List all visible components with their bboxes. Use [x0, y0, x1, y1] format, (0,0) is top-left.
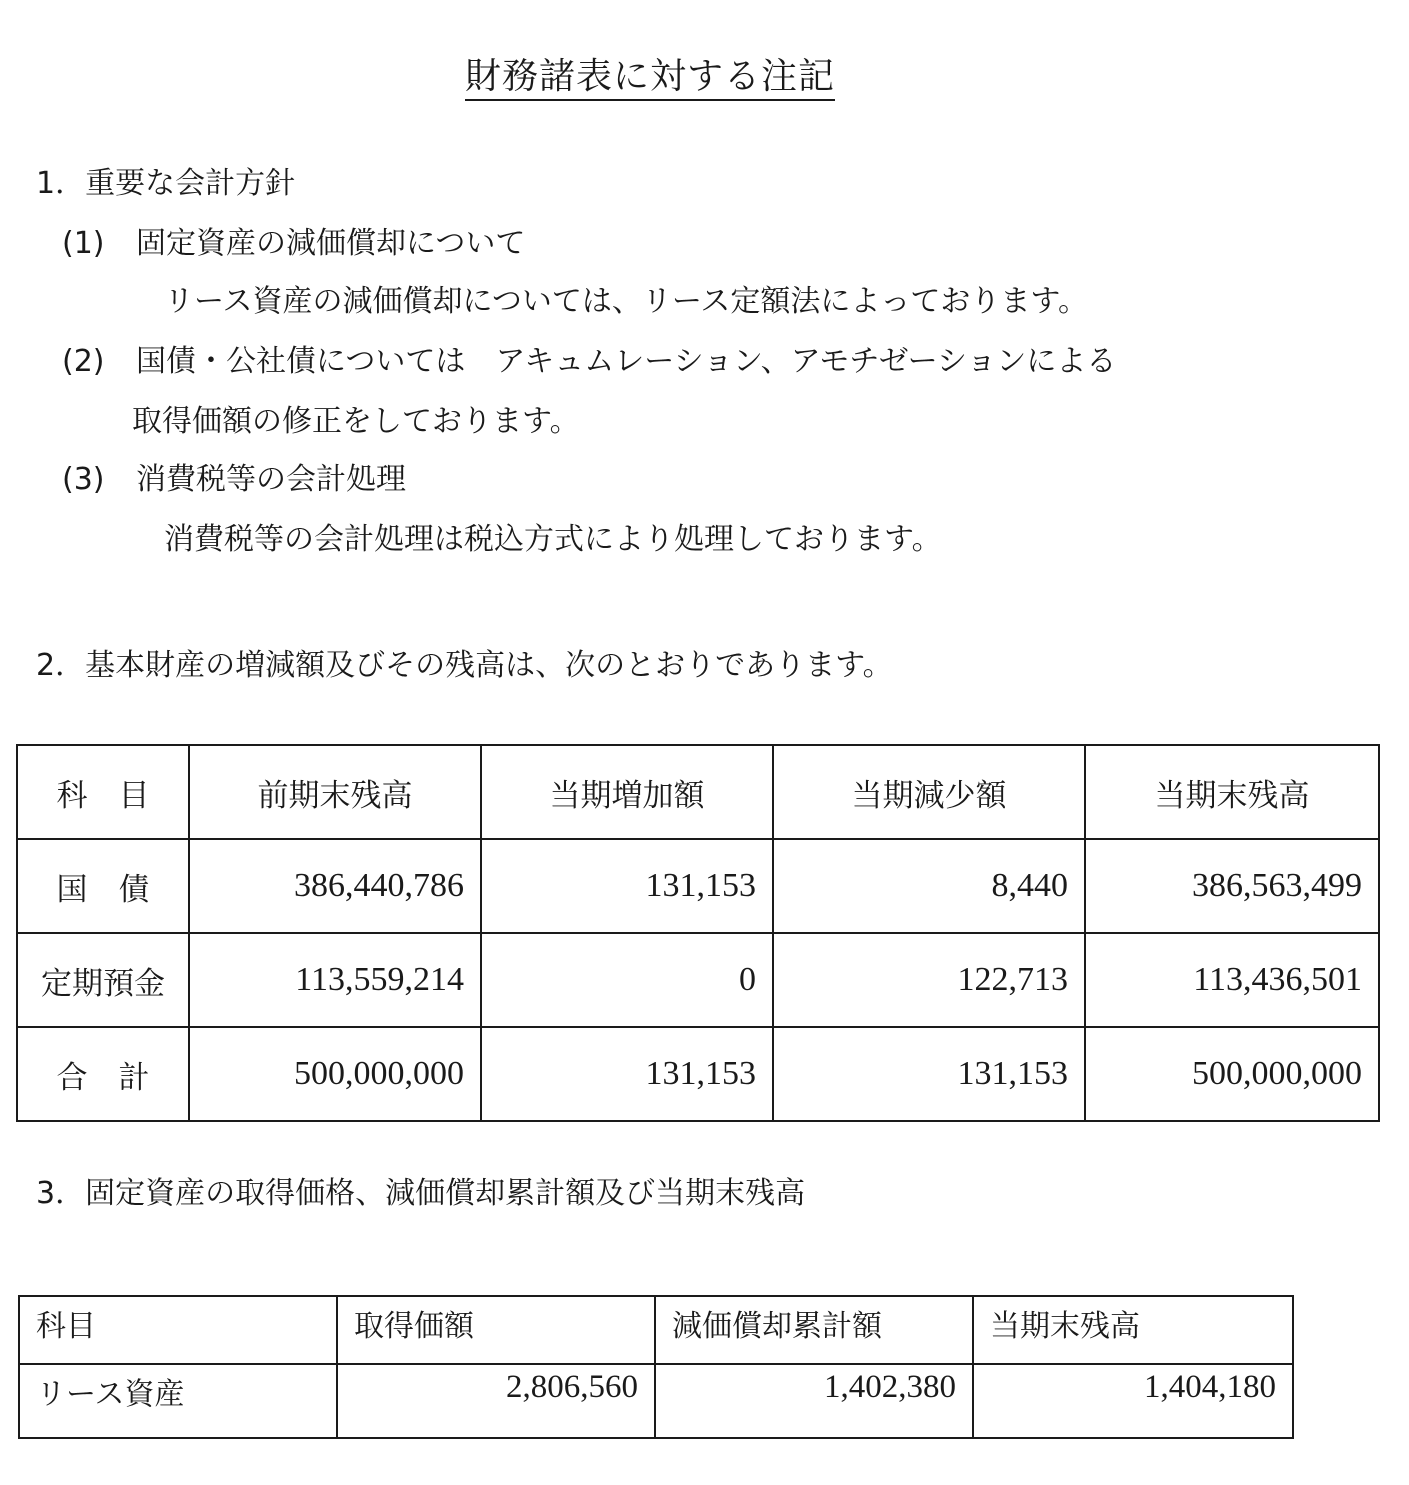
- table-cell: 131,153: [481, 839, 773, 933]
- column-header-acquisition-cost: 取得価額: [337, 1296, 655, 1364]
- table-cell: 500,000,000: [189, 1027, 481, 1121]
- column-header-decrease: 当期減少額: [773, 745, 1085, 839]
- column-header-current-balance: 当期末残高: [973, 1296, 1293, 1364]
- section2-heading: 2．基本財産の増減額及びその残高は、次のとおりであります。: [36, 648, 893, 683]
- table-cell: 8,440: [773, 839, 1085, 933]
- document-title: [0, 48, 1300, 99]
- row-label: 合 計: [17, 1027, 189, 1121]
- row-label: 定期預金: [17, 933, 189, 1027]
- fixed-assets-table: [18, 1295, 1294, 1439]
- column-header-item: 科目: [19, 1296, 337, 1364]
- table-cell: 386,563,499: [1085, 839, 1379, 933]
- section1-item3-number: (3): [62, 462, 105, 497]
- section1-heading: 1．重要な会計方針: [36, 166, 296, 201]
- section1-item2-body: 取得価額の修正をしております。: [132, 404, 580, 439]
- table-row: [17, 933, 1379, 1027]
- section1-item1-number: (1): [62, 226, 105, 261]
- table-cell: 0: [481, 933, 773, 1027]
- endowment-table: [16, 744, 1380, 1122]
- column-header-accumulated-depreciation: 減価償却累計額: [655, 1296, 973, 1364]
- document-title-text: 財務諸表に対する注記: [465, 56, 835, 101]
- fixed-assets-table-header-row: [19, 1296, 1293, 1364]
- row-label: リース資産: [19, 1364, 337, 1438]
- table-row-total: [17, 1027, 1379, 1121]
- section1-item3-body: 消費税等の会計処理は税込方式により処理しております。: [164, 522, 942, 557]
- table-row: [19, 1364, 1293, 1438]
- endowment-table-header-row: [17, 745, 1379, 839]
- table-cell: 122,713: [773, 933, 1085, 1027]
- column-header-item: 科 目: [17, 745, 189, 839]
- section1-item3-heading: 消費税等の会計処理: [136, 462, 406, 497]
- table-cell: 113,436,501: [1085, 933, 1379, 1027]
- table-cell: 1,402,380: [655, 1364, 973, 1438]
- table-cell: 131,153: [481, 1027, 773, 1121]
- table-cell: 131,153: [773, 1027, 1085, 1121]
- table-cell: 500,000,000: [1085, 1027, 1379, 1121]
- column-header-increase: 当期増加額: [481, 745, 773, 839]
- section1-item2-heading: 国債・公社債については アキュムレーション、アモチゼーションによる: [136, 344, 1117, 379]
- table-cell: 1,404,180: [973, 1364, 1293, 1438]
- row-label: 国 債: [17, 839, 189, 933]
- table-row: [17, 839, 1379, 933]
- section1-item1-heading: 固定資産の減価償却について: [136, 226, 526, 261]
- column-header-current-balance: 当期末残高: [1085, 745, 1379, 839]
- section1-item2-number: (2): [62, 344, 105, 379]
- section3-heading: 3．固定資産の取得価格、減価償却累計額及び当期末残高: [36, 1176, 806, 1211]
- section1-item1-body: リース資産の減価償却については、リース定額法によっております。: [164, 284, 1088, 319]
- table-cell: 386,440,786: [189, 839, 481, 933]
- column-header-prior-balance: 前期末残高: [189, 745, 481, 839]
- table-cell: 2,806,560: [337, 1364, 655, 1438]
- table-cell: 113,559,214: [189, 933, 481, 1027]
